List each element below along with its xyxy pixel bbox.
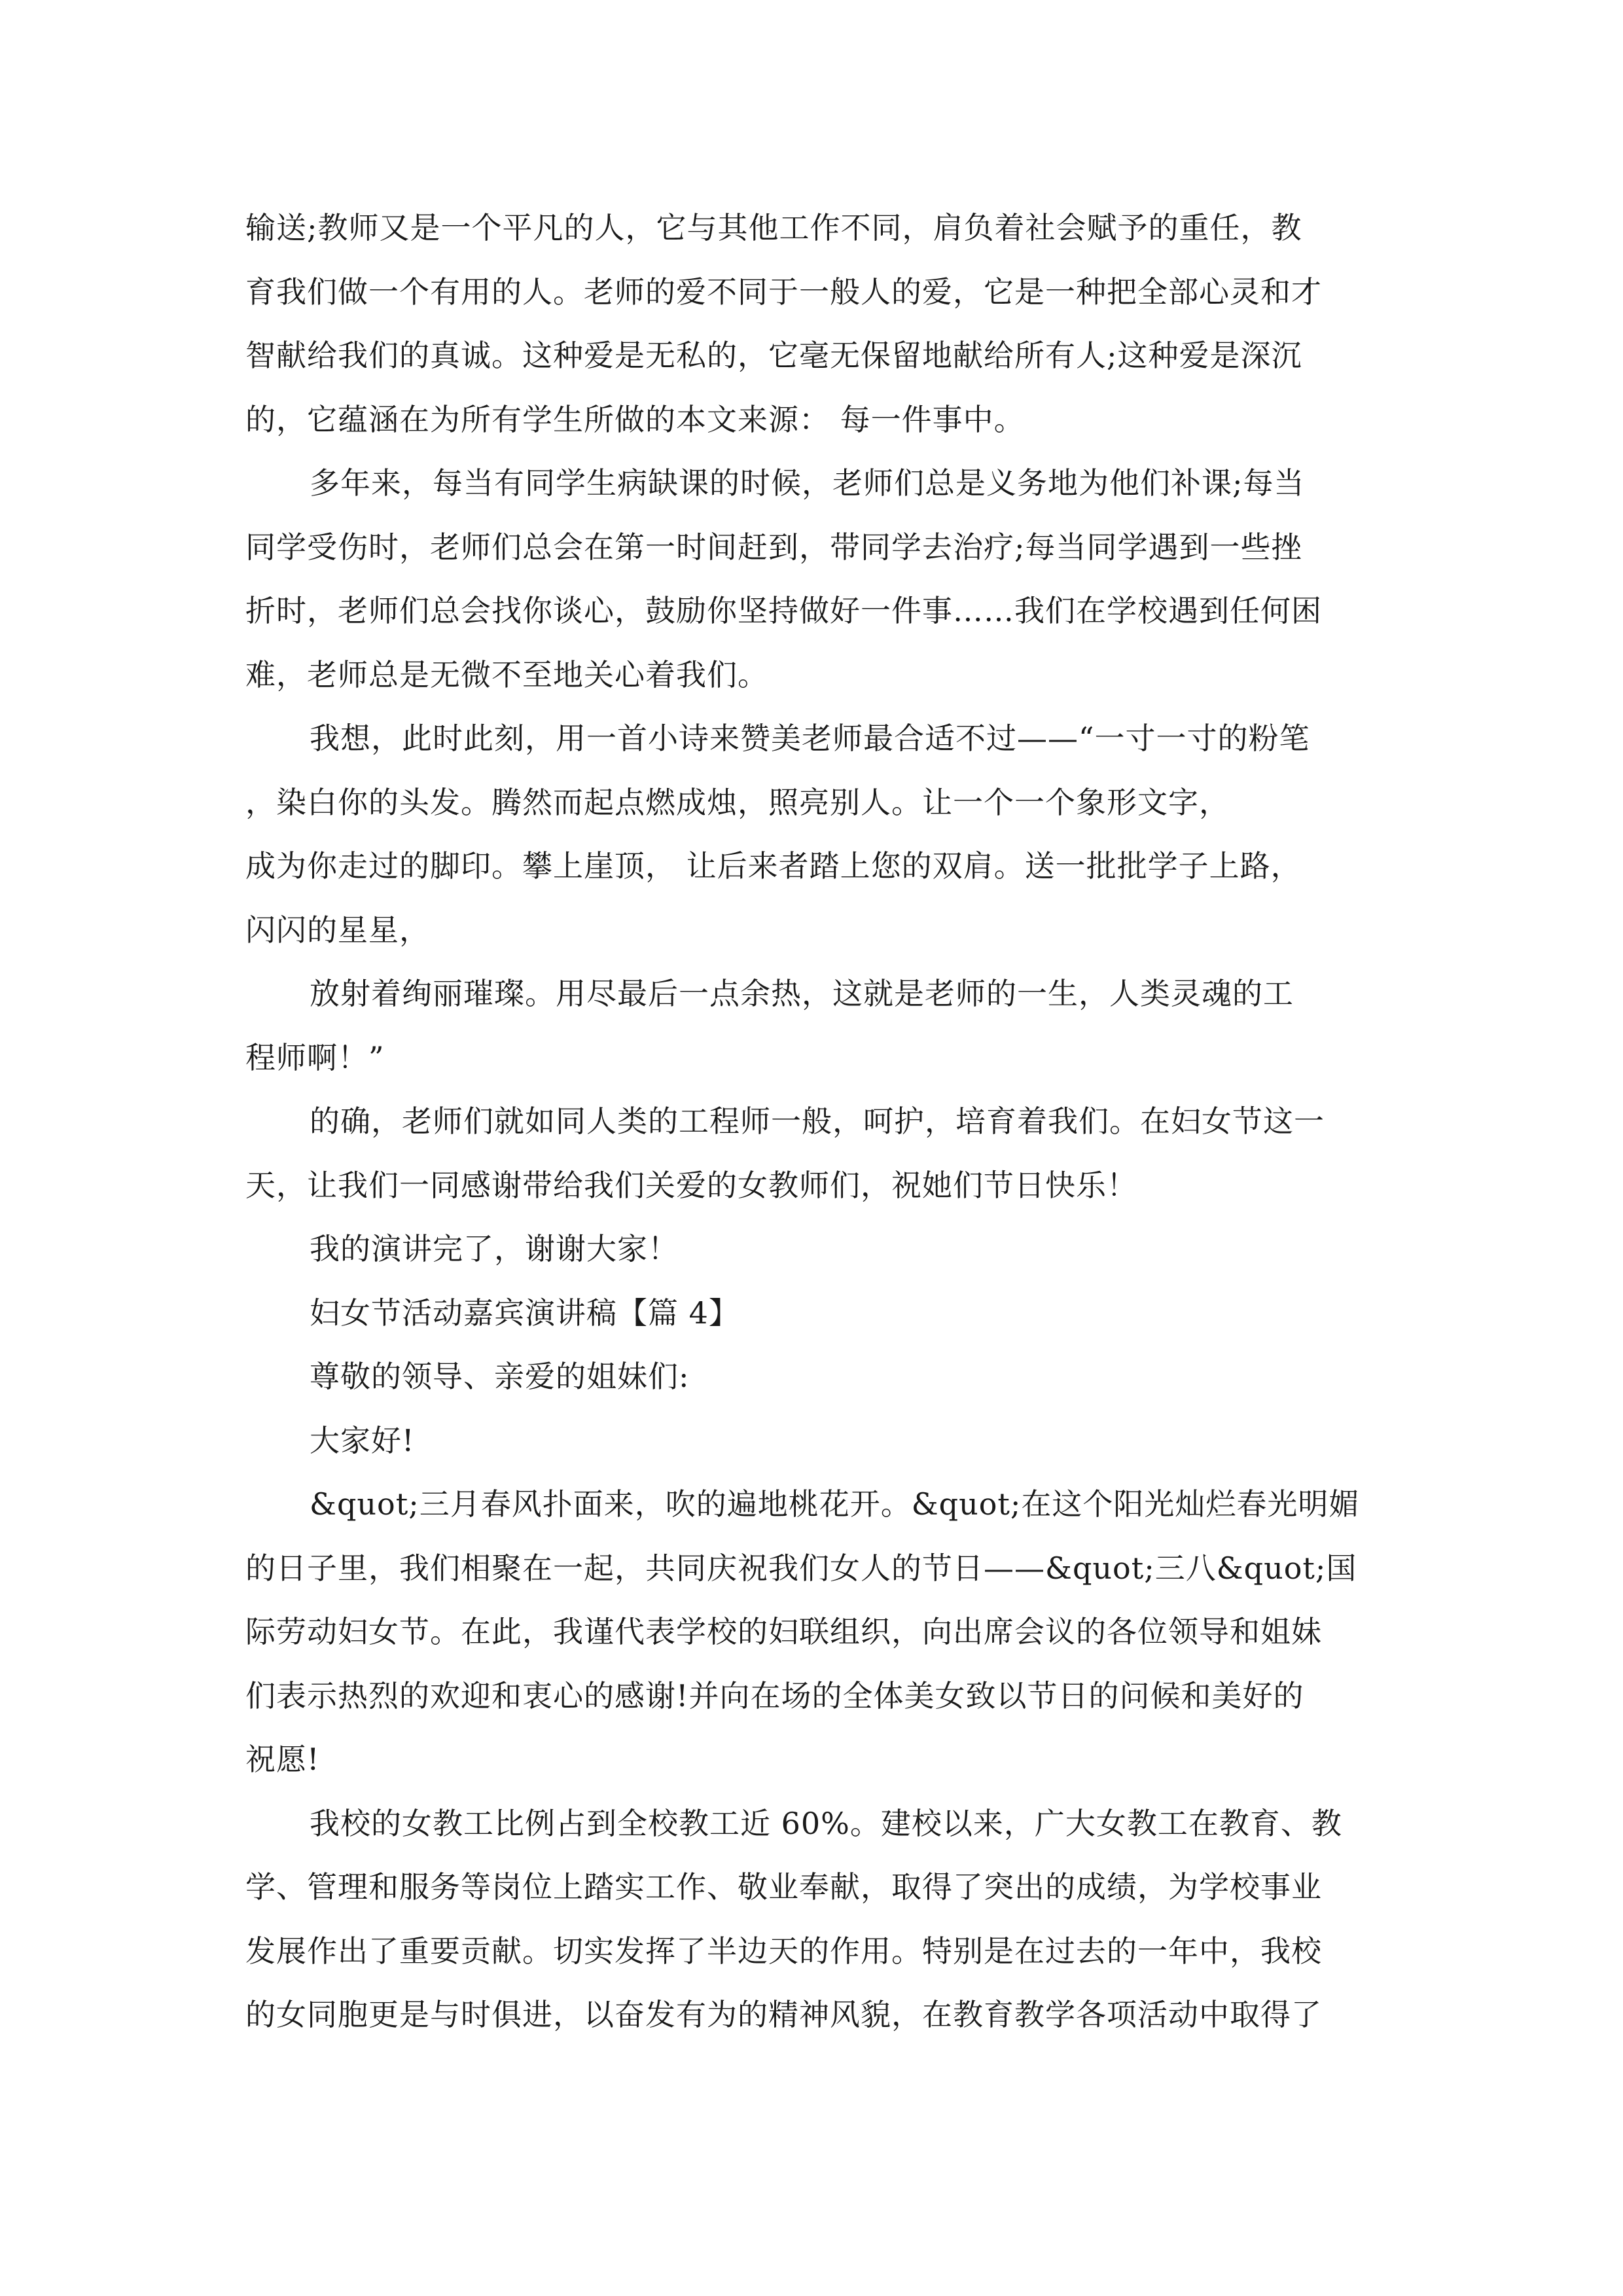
text-line: &quot;三月春风扑面来，吹的遍地桃花开。&quot;在这个阳光灿烂春光明媚 — [310, 1486, 1360, 1522]
text-line: 程师啊！” — [245, 1039, 385, 1075]
salutation: 尊敬的领导、亲爱的姐妹们: — [310, 1359, 690, 1394]
text-line: 放射着绚丽璀璨。用尽最后一点余热，这就是老师的一生，人类灵魂的工 — [310, 976, 1294, 1011]
text-line: 智献给我们的真诚。这种爱是无私的，它毫无保留地献给所有人;这种爱是深沉 — [245, 338, 1302, 373]
text-line: 的确，老师们就如同人类的工程师一般，呵护，培育着我们。在妇女节这一 — [310, 1103, 1325, 1139]
document-body — [245, 196, 1381, 2047]
text-line: 的女同胞更是与时俱进，以奋发有为的精神风貌，在教育教学各项活动中取得了 — [245, 1997, 1322, 2032]
text-line: 成为你走过的脚印。攀上崖顶， 让后来者踏上您的双肩。送一批批学子上路， — [245, 848, 1302, 884]
text-line: 际劳动妇女节。在此，我谨代表学校的妇联组织，向出席会议的各位领导和姐妹 — [245, 1614, 1322, 1649]
text-line: 我的演讲完了，谢谢大家！ — [310, 1231, 679, 1266]
text-line: 我想，此时此刻，用一首小诗来赞美老师最合适不过——“一寸一寸的粉笔 — [310, 721, 1310, 756]
text-line: ，染白你的头发。腾然而起点燃成烛，照亮别人。让一个一个象形文字， — [245, 784, 1230, 820]
section-heading: 妇女节活动嘉宾演讲稿【篇 4】 — [310, 1295, 740, 1331]
text-line: 闪闪的星星， — [245, 912, 430, 948]
text-line: 难，老师总是无微不至地关心着我们。 — [245, 656, 768, 692]
text-line: 学、管理和服务等岗位上踏实工作、敬业奉献，取得了突出的成绩，为学校事业 — [245, 1869, 1322, 1905]
text-line: 的，它蕴涵在为所有学生所做的本文来源： 每一件事中。 — [245, 401, 1025, 437]
text-line: 育我们做一个有用的人。老师的爱不同于一般人的爱，它是一种把全部心灵和才 — [245, 274, 1322, 310]
text-line: 多年来，每当有同学生病缺课的时候，老师们总是义务地为他们补课;每当 — [310, 465, 1305, 501]
greeting: 大家好! — [310, 1422, 415, 1458]
text-line: 祝愿! — [245, 1742, 320, 1777]
text-line: 同学受伤时，老师们总会在第一时间赶到，带同学去治疗;每当同学遇到一些挫 — [245, 529, 1302, 565]
text-line: 们表示热烈的欢迎和衷心的感谢!并向在场的全体美女致以节日的问候和美好的 — [245, 1677, 1304, 1713]
text-line: 天，让我们一同感谢带给我们关爱的女教师们，祝她们节日快乐！ — [245, 1167, 1137, 1203]
text-line: 我校的女教工比例占到全校教工近 60%。建校以来，广大女教工在教育、教 — [310, 1805, 1342, 1841]
text-line: 输送;教师又是一个平凡的人，它与其他工作不同，肩负着社会赋予的重任，教 — [245, 210, 1302, 245]
text-line: 发展作出了重要贡献。切实发挥了半边天的作用。特别是在过去的一年中，我校 — [245, 1933, 1322, 1969]
text-line: 的日子里，我们相聚在一起，共同庆祝我们女人的节日——&quot;三八&quot;国 — [245, 1550, 1357, 1586]
text-line: 折时，老师们总会找你谈心，鼓励你坚持做好一件事……我们在学校遇到任何困 — [245, 593, 1322, 628]
